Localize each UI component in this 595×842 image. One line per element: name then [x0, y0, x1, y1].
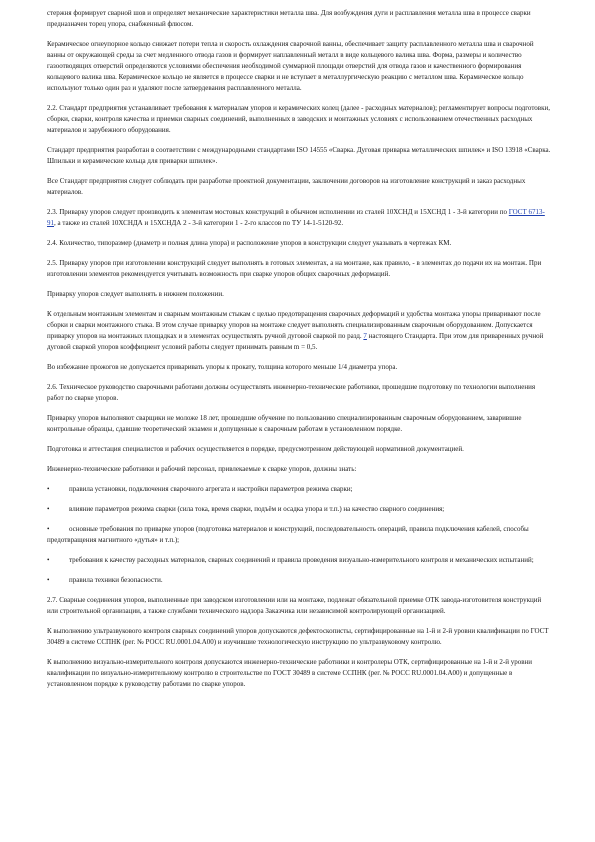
- paragraph-visual-control: К выполнению визуально-измерительного контроля допускаются инженерно-технические работники и контролеры ОТК, сертифицированные на 1-й и 2-й уровни квалификации по визуально-измерительному контролю в строительстве по ГОСТ 30489 в системе ССПНК (рег. № РОСС RU.0001.04.А00) и допущенные в установленном порядке к руководству работами по сварке упоров.: [47, 658, 533, 688]
- document-page: [47, 8, 553, 699]
- bullet-mark: •: [47, 485, 50, 493]
- bullet-mark: •: [47, 556, 50, 564]
- paragraph-certification: Подготовка и аттестация специалистов и рабочих осуществляется в порядке, предусмотренном действующей нормативной документацией.: [47, 445, 464, 453]
- paragraph-mounting: [47, 309, 553, 353]
- paragraph-ultrasonic: К выполнению ультразвукового контроля сварных соединений упоров допускаются дефектоскописты, сертифицированные на 1-й и 2-й уровни квалификации по ГОСТ 30489 в системе ССПНК (рег. № РОСС RU.0001.04.А00) и изучившие технологическую инструкцию по ультразвуковому контролю.: [47, 627, 549, 646]
- paragraph-iso-standards: Стандарт предприятия разработан в соответствии с международными стандартами ISO 14555 «Сварка. Дуговая приварка металлических шпилек» и ISO 13918 «Сварка. Шпильки и керамические кольца для приварки шпилек».: [47, 146, 551, 165]
- paragraph-2-4: 2.4. Количество, типоразмер (диаметр и полная длина упора) и расположение упоров в конструкции следует указывать в чертежах КМ.: [47, 239, 452, 247]
- bullet-item: [47, 484, 553, 495]
- bullet-mark: •: [47, 576, 50, 584]
- paragraph-2-7: 2.7. Сварные соединения упоров, выполненные при заводском изготовлении или на монтаже, подлежат обязательной приемке ОТК завода-изготовителя конструкций или строительной организации, а также службами технического надзора Заказчика или независимой контролирующей организацией.: [47, 596, 542, 615]
- bullet-item: [47, 575, 553, 586]
- paragraph-steel-rod: стержня формирует сварной шов и определяет механические характеристики металла шва. Для возбуждения дуги и расплавления металла шва в процессе сварки предназначен торец упора, снабженный флюсом.: [47, 9, 531, 28]
- paragraph-2-3: [47, 207, 553, 229]
- paragraph-burn-through: Во избежание прожогов не допускается приваривать упоры к прокату, толщина которого меньше 1/4 диаметра упора.: [47, 363, 398, 371]
- bullet-text: правила техники безопасности.: [69, 576, 163, 584]
- paragraph-mounting-tail: настоящего Стандарта. При этом для приваренных ручной дуговой сваркой упоров коэффициент условий работы следует принимать равным m = 0,5.: [47, 332, 544, 351]
- paragraph-mounting-text: К отдельным монтажным элементам и сварным монтажным стыкам с целью предотвращения сварочных деформаций и удобства монтажа упоры приваривают после сборки и сварки монтажного стыка. В этом случае приварку упоров на монтаже следует выполнять специализированным сварочным оборудованием. Допускается приварку упоров на монтажных площадках и в элементах осуществлять ручной дуговой сваркой по разд.: [47, 310, 541, 340]
- section-7-link[interactable]: 7: [363, 332, 367, 340]
- bullet-text: правила установки, подключения сварочного агрегата и настройки параметров режима сварки;: [69, 485, 353, 493]
- bullet-text: влияние параметров режима сварки (сила тока, время сварки, подъём и осадка упора и т.п.) на качество сварного соединения;: [69, 505, 445, 513]
- paragraph-2-5: 2.5. Приварку упоров при изготовлении конструкций следует выполнять в готовых элементах, а на монтаже, как правило, - в элементах до подачи их на монтаж. При изготовлении элементов рекомендуется учитывать возможность при сварке упоров общих сварочных деформаций.: [47, 259, 542, 278]
- bullet-mark: •: [47, 505, 50, 513]
- paragraph-must-know: Инженерно-технические работники и рабочий персонал, привлекаемые к сварке упоров, должны знать:: [47, 465, 357, 473]
- bullet-text: основные требования по приварке упоров (подготовка материалов и конструкций, последовательность операций, правила подключения кабелей, способы предотвращения магнитного «дутья» и т.п.);: [47, 525, 529, 544]
- gost-6713-link[interactable]: ГОСТ 6713-91: [47, 208, 545, 227]
- bullet-mark: •: [47, 525, 50, 533]
- paragraph-2-6: 2.6. Техническое руководство сварочными работами должны осуществлять инженерно-технические работники, прошедшие подготовку по технологии выполнения работ по сварке упоров.: [47, 383, 536, 402]
- bullet-text: требования к качеству расходных материалов, сварных соединений и правила проведения визуально-измерительного контроля и механических испытаний;: [69, 556, 534, 564]
- paragraph-2-2: 2.2. Стандарт предприятия устанавливает требования к материалам упоров и керамических колец (далее - расходных материалов); регламентирует вопросы подготовки, сборки, сварки, контроля качества и приемки сварных соединений, выполненных в заводских и монтажных условиях с использованием отечественных расходных материалов и зарубежного оборудования.: [47, 104, 550, 134]
- paragraph-2-3-tail: , а также из сталей 10ХСНДА и 15ХСНДА 2 - 3-й категории 1 - 2-го классов по ТУ 14-1-5120-92.: [54, 219, 344, 227]
- paragraph-ceramic-ring: Керамическое огнеупорное кольцо снижает потери тепла и скорость охлаждения сварочной ванны, обеспечивает защиту расплавленного металла шва и сварочной ванны от окружающей среды за счет медленного отвода газов и формирует наплавленный металл в виде кольцевого валика шва. Форма, размеры и количество газоотводящих отверстий определяются условиями обеспечения необходимой суммарной площади отверстий для отвода газов и качественного формирования кольцевого валика шва. Керамическое кольцо не является в процессе сварки и не вступает в металлургическую реакцию с металлом шва. Керамическое кольцо используют только один раз и удаляют после затвердевания расплавленного металла.: [47, 40, 534, 92]
- bullet-item: [47, 504, 553, 515]
- bullet-item: [47, 555, 553, 566]
- paragraph-lower-position: Приварку упоров следует выполнять в нижнем положении.: [47, 290, 224, 298]
- paragraph-welders: Приварку упоров выполняют сварщики не моложе 18 лет, прошедшие обучение по пользованию специализированным сварочным оборудованием, заварившие контрольные образцы, сдавшие теоретический экзамен и допущенные к сварочным работам в установленном порядке.: [47, 414, 522, 433]
- bullet-item: [47, 524, 553, 546]
- paragraph-compliance: Все Стандарт предприятия следует соблюдать при разработке проектной документации, заключении договоров на изготовление конструкций и заказ расходных материалов.: [47, 177, 526, 196]
- paragraph-2-3-text: 2.3. Приварку упоров следует производить к элементам мостовых конструкций в обычном исполнении из сталей 10ХСНД и 15ХСНД 1 - 3-й категории по: [47, 208, 509, 216]
